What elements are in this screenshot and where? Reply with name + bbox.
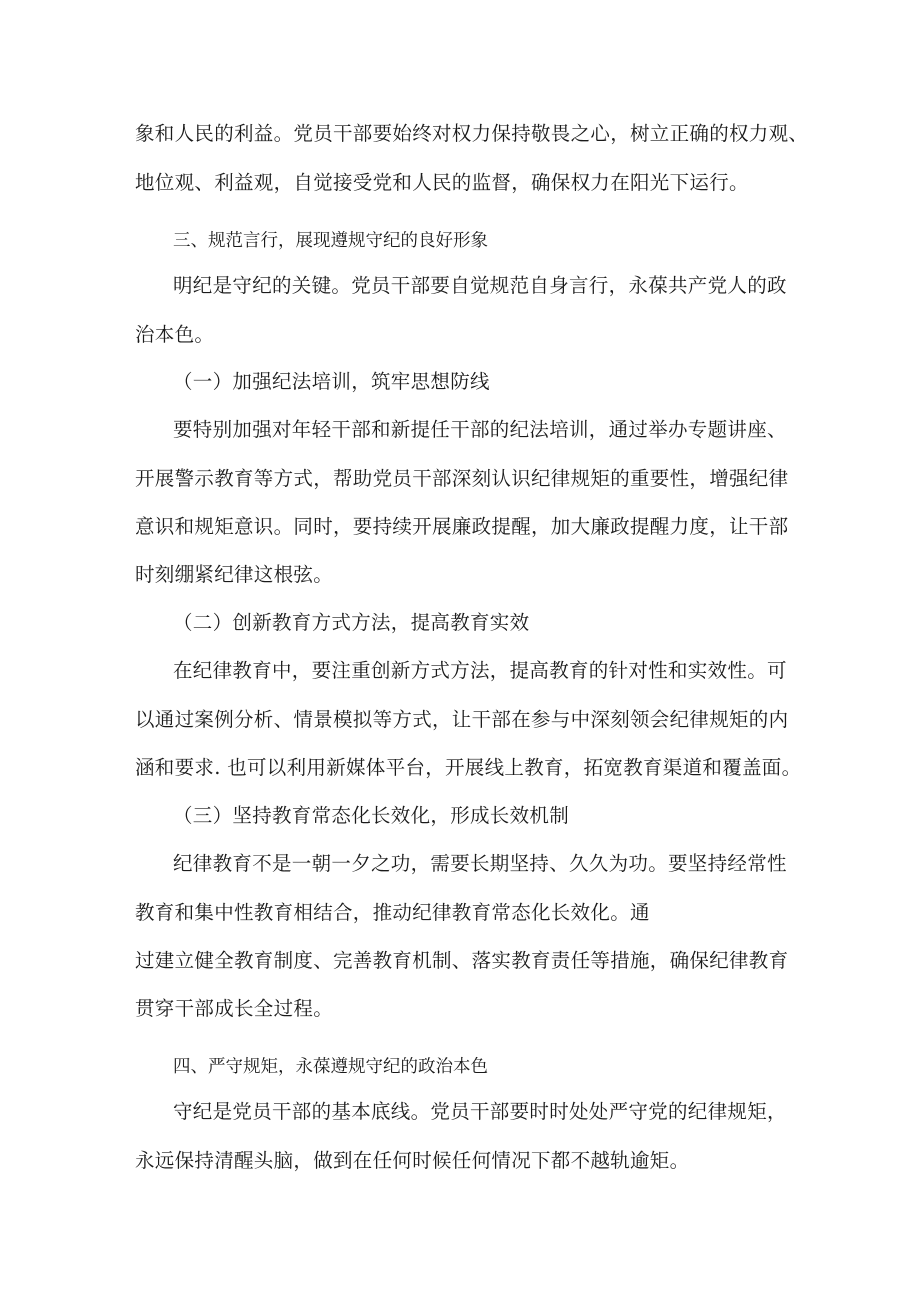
body-line: 贯穿干部成长全过程。 [135,997,334,1020]
subheading-2: （二）创新教育方式方法，提高教育实效 [173,611,530,634]
body-line: 意识和规矩意识。同时，要持续开展廉政提醒，加大廉政提醒力度，让干部 [135,515,789,538]
section-heading-4: 四、严守规矩，永葆遵规守纪的政治本色 [173,1057,488,1077]
body-line: 过建立健全教育制度、完善教育机制、落实教育责任等措施，确保纪律教育 [135,949,789,972]
body-line: 象和人民的利益。党员干部要始终对权力保持敬畏之心，树立正确的权力观、 [135,122,809,145]
body-line: 治本色。 [135,323,215,346]
body-line: 涵和要求. 也可以利用新媒体平台，开展线上教育，拓宽教育渠道和覆盖面。 [135,756,802,779]
subheading-1: （一）加强纪法培训，筑牢思想防线 [173,370,490,393]
body-line: 明纪是守纪的关键。党员干部要自觉规范自身言行，永葆共产党人的政 [173,274,787,297]
body-line: 教育和集中性教育相结合，推动纪律教育常态化长效化。通 [135,901,650,924]
subheading-3: （三）坚持教育常态化长效化，形成长效机制 [173,804,570,827]
body-line: 在纪律教育中，要注重创新方式方法，提高教育的针对性和实效性。可 [173,659,787,682]
body-line: 纪律教育不是一朝一夕之功，需要长期坚持、久久为功。要坚持经常性 [173,852,787,875]
body-line: 要特别加强对年轻干部和新提任干部的纪法培训，通过举办专题讲座、 [173,418,787,441]
body-line: 时刻绷紧纪律这根弦。 [135,563,334,586]
body-line: 永远保持清醒头脑，做到在任何时候任何情况下都不越轨逾矩。 [135,1149,690,1172]
section-heading-3: 三、规范言行，展现遵规守纪的良好形象 [173,231,488,251]
body-line: 以通过案例分析、情景模拟等方式，让干部在参与中深刻领会纪律规矩的内 [135,708,789,731]
body-line: 地位观、利益观，自觉接受党和人民的监督，确保权力在阳光下运行。 [135,171,749,194]
body-line: 开展警示教育等方式，帮助党员干部深刻认识纪律规矩的重要性，增强纪律 [135,467,789,490]
body-line: 守纪是党员干部的基本底线。党员干部要时时处处严守党的纪律规矩， [173,1100,787,1123]
